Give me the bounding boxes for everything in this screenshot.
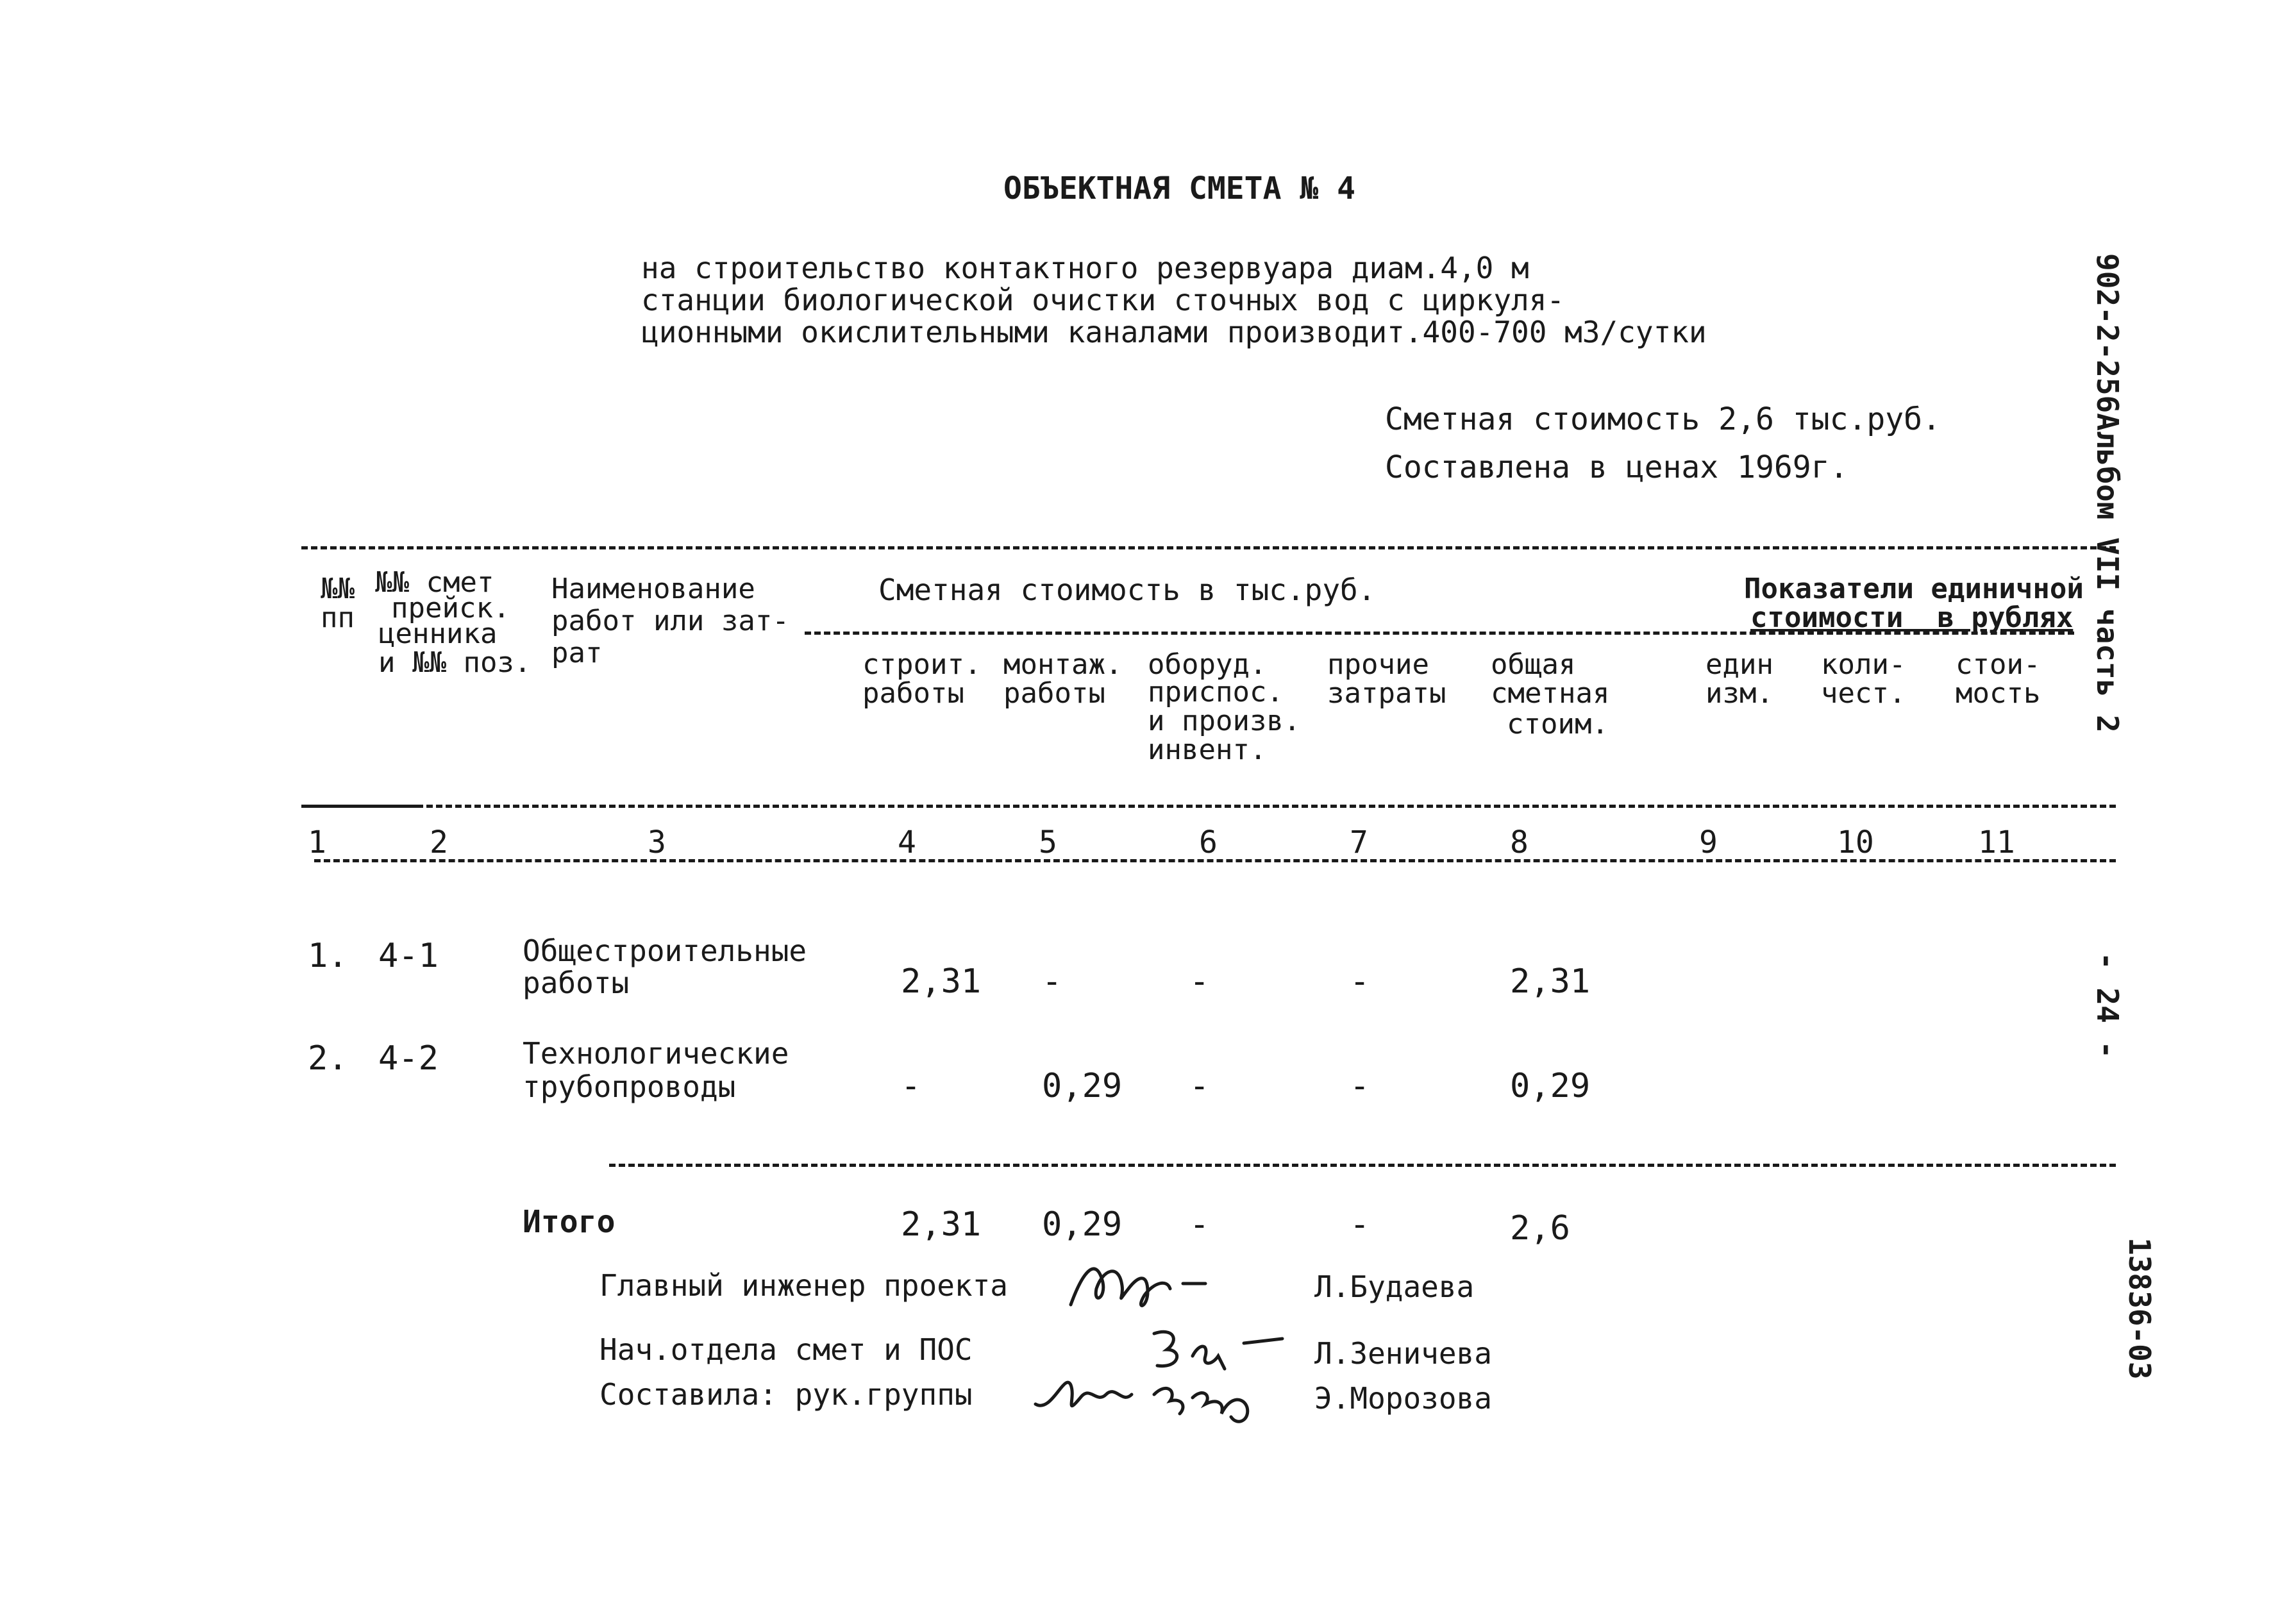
header-bottom-rule (417, 805, 2116, 808)
page-number: - 24 - (2090, 952, 2125, 1059)
col-number-1: 1 (308, 825, 326, 860)
col-number-5: 5 (1039, 825, 1057, 860)
row-1-c4: 2,31 (901, 962, 982, 1001)
header-c5-line1: монтаж. (1003, 648, 1123, 681)
header-c5-line2: работы (1003, 677, 1105, 710)
document-title: ОБЪЕКТНАЯ СМЕТА № 4 (1003, 171, 1356, 206)
row-2-c6: - (1189, 1067, 1210, 1105)
header-c10-line1: коли- (1821, 648, 1906, 681)
header-group-cost: Сметная стоимость в тыс.руб. (878, 573, 1376, 607)
row-2-code: 4-2 (378, 1039, 439, 1078)
document-code: 13836-03 (2122, 1237, 2157, 1380)
col-number-2: 2 (430, 825, 448, 860)
header-c3-line1: Наименование (551, 573, 755, 605)
header-c3-line3: рат (551, 637, 603, 669)
col-number-9: 9 (1699, 825, 1718, 860)
col-number-11: 11 (1978, 825, 2015, 860)
header-c8-line3: стоим. (1507, 708, 1609, 741)
total-c8: 2,6 (1510, 1209, 1570, 1248)
header-c3-line2: работ или зат- (551, 605, 789, 637)
col-number-8: 8 (1510, 825, 1529, 860)
signature-role-2: Нач.отдела смет и ПОС (599, 1332, 973, 1367)
row-1-code: 4-1 (378, 937, 439, 975)
total-rule (609, 1164, 2116, 1167)
header-c11-line1: стои- (1956, 648, 2041, 681)
row-2-number: 2. (308, 1039, 348, 1078)
col-number-10: 10 (1837, 825, 1874, 860)
total-c4: 2,31 (901, 1205, 982, 1244)
header-bottom-rule-solid (301, 805, 417, 808)
header-c9-line2: изм. (1705, 677, 1773, 710)
signature-role-1: Главный инженер проекта (599, 1268, 1008, 1303)
row-2-c7: - (1350, 1067, 1370, 1105)
header-c4-line1: строит. (862, 648, 982, 681)
col-number-3: 3 (648, 825, 666, 860)
signature-name-3: Э.Морозова (1314, 1381, 1492, 1416)
estimated-cost: Сметная стоимость 2,6 тыс.руб. (1385, 401, 1941, 437)
row-1-number: 1. (308, 937, 348, 975)
signature-role-3: Составила: рук.группы (599, 1377, 973, 1412)
header-c8-line2: сметная (1491, 677, 1610, 710)
row-2-name-line2: трубопроводы (523, 1069, 736, 1104)
row-1-c5: - (1042, 962, 1062, 1001)
header-c7-line1: прочие (1327, 648, 1429, 681)
subtitle-line-1: на строительство контактного резервуара диам.4,0 м (641, 251, 1529, 285)
row-1-name-line1: Общестроительные (523, 933, 807, 968)
header-c2-line1: №№ смет (375, 566, 494, 599)
row-2-name-line1: Технологические (523, 1036, 789, 1071)
header-c4-line2: работы (862, 677, 964, 710)
header-c11-line2: мость (1956, 677, 2041, 710)
header-c6-line1: оборуд. (1148, 648, 1267, 681)
subtitle-line-3: ционными окислительными каналами производит.400-700 м3/сутки (641, 315, 1707, 349)
header-c8-line1: общая (1491, 648, 1576, 681)
header-c1-line2: пп (321, 601, 355, 634)
row-1-c8: 2,31 (1510, 962, 1591, 1001)
header-c2-line4: и №№ поз. (378, 646, 532, 679)
subtitle-line-2: станции биологической очистки сточных вод с циркуля- (641, 283, 1565, 317)
total-c7: - (1350, 1205, 1370, 1244)
header-c9-line1: един (1705, 648, 1773, 681)
header-c6-line2: приспос. (1148, 676, 1284, 708)
signature-name-2: Л.Зеничева (1314, 1336, 1492, 1371)
row-1-c7: - (1350, 962, 1370, 1001)
header-c10-line2: чест. (1821, 677, 1906, 710)
album-label: 902-2-256Альбом VII часть 2 (2090, 253, 2125, 733)
header-group-indicators-line1: Показатели единичной (1744, 573, 2084, 605)
header-c2-line3: ценника (378, 617, 498, 650)
header-c7-line2: затраты (1327, 677, 1446, 710)
handwritten-signature-1 (1058, 1244, 1225, 1321)
header-c2-line2: прейск. (391, 592, 510, 624)
header-top-rule (301, 546, 2116, 549)
total-label: Итого (523, 1204, 616, 1240)
col-number-rule (314, 859, 2116, 862)
price-year: Составлена в ценах 1969г. (1385, 449, 1848, 485)
row-2-c8: 0,29 (1510, 1067, 1591, 1105)
header-c6-line3: и произв. (1148, 705, 1301, 737)
total-c5: 0,29 (1042, 1205, 1123, 1244)
header-group-indicators-line2: стоимости в рублях (1750, 601, 2074, 634)
row-1-name-line2: работы (523, 966, 630, 1000)
col-number-7: 7 (1350, 825, 1368, 860)
row-1-c6: - (1189, 962, 1210, 1001)
header-c6-line4: инвент. (1148, 733, 1267, 766)
header-c1-line1: №№ (321, 573, 355, 605)
col-number-4: 4 (898, 825, 916, 860)
total-c6: - (1189, 1205, 1210, 1244)
row-2-c4: - (901, 1067, 921, 1105)
handwritten-signature-3 (1026, 1359, 1295, 1430)
signature-name-1: Л.Будаева (1314, 1269, 1475, 1304)
col-number-6: 6 (1199, 825, 1218, 860)
row-2-c5: 0,29 (1042, 1067, 1123, 1105)
